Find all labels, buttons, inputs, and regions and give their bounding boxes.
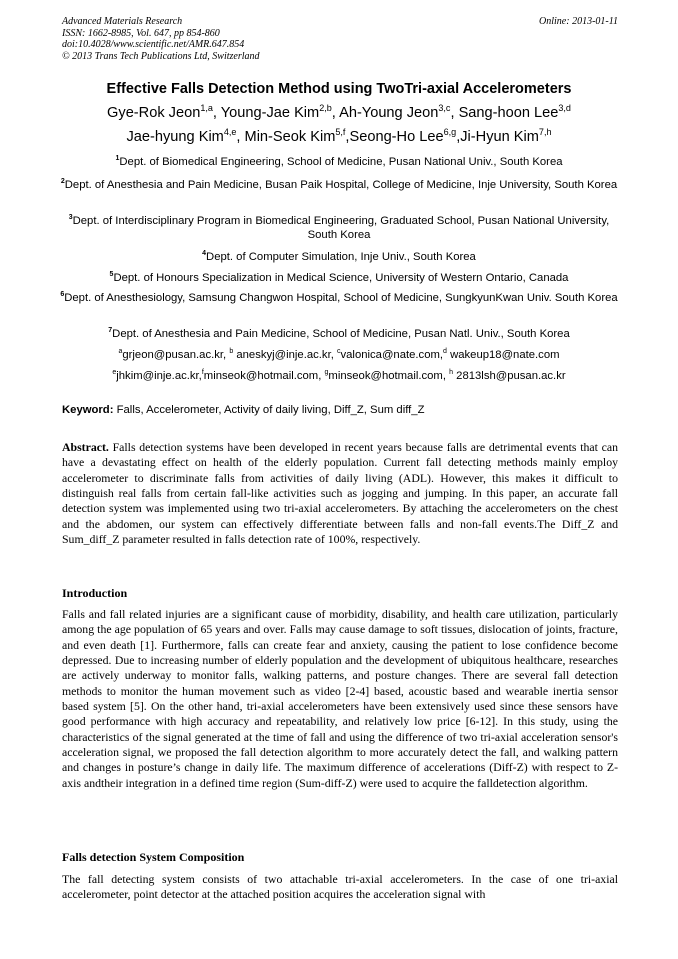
copyright: © 2013 Trans Tech Publications Ltd, Switzerland	[62, 50, 260, 62]
email-line-2	[40, 369, 638, 383]
email-sup: b	[229, 348, 234, 356]
affiliation-number: 1	[115, 155, 120, 163]
affiliation-number: 4	[202, 250, 207, 258]
email-address[interactable]: aneskyj@inje.ac.kr,	[236, 349, 334, 361]
email-sup: c	[337, 348, 341, 356]
email-address[interactable]: minseok@hotmail.com,	[203, 370, 322, 382]
author-sup: 4,e	[223, 127, 237, 138]
affiliation-number: 2	[60, 178, 65, 186]
author-line-2: Jae-hyung Kim$^{4,e}$, Min-Seok Kim$^{5,f}$,Seong-Ho Lee$^{6,g}$,Ji-Hyun Kim$^{7,h}$	[126, 127, 552, 145]
author-name: Young-Jae Kim	[220, 105, 320, 121]
email-sup: f	[201, 369, 204, 377]
author-name: Gye-Rok Jeon	[107, 105, 201, 121]
email-address[interactable]: 2813lsh@pusan.ac.kr	[456, 370, 566, 382]
email-address[interactable]: wakeup18@nate.com	[450, 349, 560, 361]
author-sup: 7,h	[538, 127, 552, 138]
email-sup: d	[443, 348, 447, 356]
abstract	[62, 440, 618, 547]
keywords	[62, 404, 618, 416]
affiliation-text: Dept. of Anesthesiology, Samsung Changwon Hospital, School of Medicine, SungkyunKwan Univ. South Korea	[64, 292, 618, 304]
affiliation-text: Dept. of Anesthesia and Pain Medicine, School of Medicine, Pusan Natl. Univ., South Korea	[112, 328, 570, 340]
affiliation-text: Dept. of Computer Simulation, Inje Univ., South Korea	[206, 251, 476, 263]
affiliation	[58, 155, 620, 169]
email-sup: a	[118, 348, 123, 356]
author-sup: 1,a	[200, 103, 213, 114]
author-name: Seong-Ho Lee	[349, 129, 444, 145]
system-paragraph: The fall detecting system consists of two attachable tri-axial accelerometers. In the case of one tri-axial accelerometer, point detector at the attached position acquires the acceleration signal with	[62, 872, 618, 902]
email-address[interactable]: valonica@nate.com,	[340, 349, 444, 361]
author-sup: 5,f	[335, 127, 346, 138]
online-date: Online: 2013-01-11	[539, 16, 618, 27]
author-name: Ji-Hyun Kim	[460, 129, 539, 145]
section-heading-system: Falls detection System Composition	[62, 850, 245, 864]
abstract-label: Abstract.	[62, 440, 109, 454]
author-sup: 3,d	[558, 103, 571, 114]
affiliation	[58, 178, 620, 192]
author-name: Min-Seok Kim	[244, 129, 336, 145]
affiliation-text: Dept. of Anesthesia and Pain Medicine, Busan Paik Hospital, College of Medicine, Inje University, South Korea	[64, 179, 618, 191]
issn: ISSN: 1662-8985, Vol. 647, pp 854-860	[62, 27, 220, 39]
affiliation	[58, 271, 620, 285]
journal-header	[62, 16, 618, 62]
email-address[interactable]: jhkim@inje.ac.kr,	[116, 370, 202, 382]
author-name: Ah-Young Jeon	[339, 105, 439, 121]
affiliation	[58, 291, 620, 305]
email-sup: e	[112, 369, 117, 377]
author-name: Jae-hyung Kim	[126, 129, 224, 145]
email-sup: h	[449, 369, 454, 377]
doi: doi:10.4028/www.scientific.net/AMR.647.854	[62, 39, 245, 51]
keyword-label: Keyword:	[62, 404, 114, 416]
email-line-1	[40, 348, 638, 362]
affiliation-text: Dept. of Interdisciplinary Program in Biomedical Engineering, Graduated School, Pusan National University, South Korea	[72, 215, 610, 242]
abstract-text: Falls detection systems have been developed in recent years because falls are detrimental events that can have a devastating effect on health of the elderly population. Current fall detecting methods mainly employ accelerometer to discriminate falls from activities of daily living (ADL). However, this makes it difficult to distinguish real falls from certain fall-like activities such as jogging and jumping. In this paper, an accurate fall detection system was implemented using two tri-axial accelerometers. By attaching the accelerometers on the chest and the abdomen, our system can effectively differentiate between falls and non-fall events.The Diff_Z and Sum_diff_Z parameter resulted in falls detection rate of 100%, respectively.	[62, 440, 618, 547]
affiliation-number: 5	[109, 271, 114, 279]
journal-name: Advanced Materials Research	[62, 16, 183, 27]
affiliation	[58, 250, 620, 264]
email-sup: g	[324, 369, 329, 377]
affiliation-number: 7	[108, 327, 113, 335]
author-sup: 2,b	[319, 103, 332, 114]
affiliation-number: 3	[68, 214, 73, 222]
author-line-1: Gye-Rok Jeon$^{1,a}$, Young-Jae Kim$^{2,b}$, Ah-Young Jeon$^{3,c}$, Sang-hoon Lee$^{3,d}$	[107, 103, 571, 121]
author-sup: 3,c	[438, 103, 451, 114]
author-name: Sang-hoon Lee	[458, 105, 559, 121]
email-address[interactable]: minseok@hotmail.com,	[328, 370, 446, 382]
affiliation	[58, 214, 620, 242]
email-address[interactable]: grjeon@pusan.ac.kr,	[122, 349, 227, 361]
keyword-text: Falls, Accelerometer, Activity of daily living, Diff_Z, Sum diff_Z	[116, 404, 425, 416]
introduction-paragraph: Falls and fall related injuries are a significant cause of morbidity, disability, and health care utilization, particularly among the age population of 65 years and over. Falls may cause damage to soft tissues, dislocation of joints, fracture, and even death [1]. Furthermore, falls can create fear and anxiety, causing the patient to lose confidence become depressed. Due to increasing number of elderly population and the development of ubiquitous healthcare, researches are actively underway to monitor falls, walking patterns, and posture changes. There are several fall detection methods to monitor the human movement such as video [2-4] based, acoustic based and wearable inertia sensor based system [5]. On the other hand, tri-axial accelerometers have been extensively used since these sensors have good performance with high accuracy and repeatability, and relatively low price [6-12]. In this study, using the characteristics of the signal generated at the time of fall and using the difference of two tri-axial acceleration sensor's acceleration signal, we proposed the fall detection algorithm to more accurately detect the fall, and walking pattern and changes in posture’s change in daily life. The maximum difference of accelerations (Diff-Z) with respect to Z-axis andtheir integration in a defined time region (Sum-diff-Z) were used to acquire the falldetection algorithm.	[62, 607, 618, 790]
affiliation	[58, 327, 620, 341]
author-sup: 6,g	[443, 127, 457, 138]
section-heading-introduction: Introduction	[62, 586, 128, 600]
paper-title: Effective Falls Detection Method using TwoTri-axial Accelerometers	[106, 81, 572, 97]
affiliation-text: Dept. of Honours Specialization in Medical Science, University of Western Ontario, Canada	[113, 272, 569, 284]
affiliation-number: 6	[60, 291, 65, 299]
affiliation-text: Dept. of Biomedical Engineering, School of Medicine, Pusan National Univ., South Korea	[119, 156, 563, 168]
